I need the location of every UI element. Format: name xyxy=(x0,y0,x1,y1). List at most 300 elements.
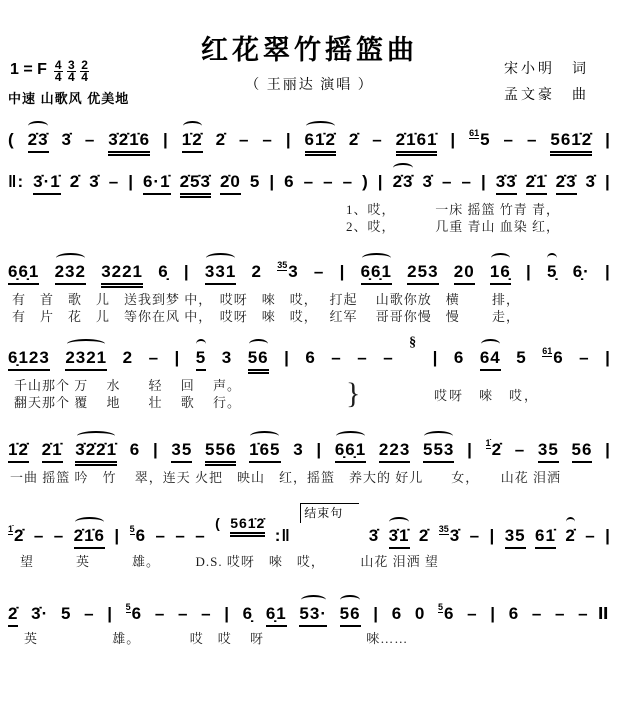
note xyxy=(505,526,526,549)
note xyxy=(299,604,327,627)
music-line-1 xyxy=(8,112,611,156)
lyric-row: 有 片 花 儿 等你在风 中， 哎呀 唻 哎， 红军 哥哥你慢 慢 走， xyxy=(12,309,521,324)
note xyxy=(305,130,336,156)
note-text: 3 xyxy=(221,348,233,367)
note-text: 61̇ xyxy=(535,526,556,549)
barline xyxy=(114,526,120,546)
note-text: ( xyxy=(8,130,15,149)
note xyxy=(74,526,105,549)
note xyxy=(509,604,519,624)
note xyxy=(304,172,314,192)
note-text: 56 xyxy=(340,604,361,627)
note-text: 5 xyxy=(60,604,72,623)
note xyxy=(130,440,140,460)
note xyxy=(372,130,382,150)
note-text: 3̇·1̇ xyxy=(33,172,61,195)
note-text: 3̇1̇ xyxy=(389,526,410,549)
note-text: | xyxy=(224,604,230,623)
note xyxy=(361,262,392,285)
grace-note: 35 xyxy=(438,524,449,534)
note xyxy=(143,172,171,195)
note-text: 6 xyxy=(131,604,143,623)
note-text: 2̇ xyxy=(14,526,25,545)
note-text: 2̇1̇ xyxy=(42,440,63,463)
lyric-row: 一曲 摇篮 吟 竹 翠，连天 火把 映山 红，摇篮 养大的 好儿 女， 山花 泪洒 xyxy=(10,470,562,485)
note xyxy=(538,440,559,463)
note xyxy=(155,526,165,546)
note-text: 3̇ xyxy=(61,130,72,149)
note-text: – xyxy=(461,172,472,191)
grace-note: 1̇ xyxy=(485,438,491,448)
note-text: | xyxy=(285,130,292,149)
lyrics-block xyxy=(14,377,611,411)
note xyxy=(573,262,590,282)
ending-phrase-label xyxy=(300,503,359,523)
note xyxy=(335,440,366,463)
note xyxy=(515,440,525,460)
note-text: 6 xyxy=(135,526,147,545)
note xyxy=(130,524,146,546)
lyric-row: 千山那个 万 水 轻 回 声。 xyxy=(14,378,242,393)
note xyxy=(565,526,575,546)
note-text: 35 xyxy=(538,440,559,463)
note xyxy=(158,262,168,282)
note-text: | xyxy=(489,526,496,545)
note xyxy=(55,262,86,285)
note-text: 35 xyxy=(171,440,192,463)
barline xyxy=(378,172,384,192)
note-text: 5 xyxy=(516,348,527,367)
grace-note: 61 xyxy=(469,128,480,138)
note xyxy=(205,440,236,466)
notation-row xyxy=(8,422,611,466)
note xyxy=(496,172,517,195)
note xyxy=(277,260,298,282)
note-text: – xyxy=(441,172,453,191)
note-text: – xyxy=(177,604,189,623)
note xyxy=(175,526,185,546)
verse-brace: } xyxy=(346,377,362,410)
note-text: 2̇3̇ xyxy=(556,172,577,195)
note xyxy=(454,262,475,285)
note xyxy=(284,172,294,192)
note-text: | xyxy=(605,172,611,191)
key-signature xyxy=(10,56,89,83)
note xyxy=(149,348,159,368)
key-label: 1 = F xyxy=(10,60,47,78)
note xyxy=(578,604,588,624)
performer-line: （ 王丽达 演唱 ） xyxy=(245,78,374,93)
note-text: 6̣6̣1 xyxy=(361,262,392,285)
note-text: 56 xyxy=(572,440,593,463)
note-text: 6 xyxy=(508,604,520,623)
time-signature-digit: 3 xyxy=(68,58,75,72)
note xyxy=(42,440,63,463)
note xyxy=(396,130,438,156)
note-text: 53· xyxy=(299,604,327,627)
note xyxy=(469,128,490,150)
lyric-row: 有 首 歌 儿 送我到梦 中， 哎呀 唻 哎， 打起 山歌你放 横 排， xyxy=(12,292,521,307)
note-text: – xyxy=(503,130,515,149)
barline xyxy=(284,348,290,368)
note-text: 2̇1̇ xyxy=(526,172,547,195)
note xyxy=(532,604,542,624)
note-text: – xyxy=(175,526,186,545)
note-text: 64 xyxy=(480,348,501,371)
note-text: | xyxy=(163,130,169,149)
note-text: – xyxy=(526,130,538,149)
note-text: 3̇· xyxy=(31,604,49,623)
note-text: – xyxy=(514,440,526,459)
note xyxy=(252,262,262,282)
note xyxy=(439,524,460,546)
note xyxy=(171,440,192,463)
note-text: 3̇2̇2̇1̇ xyxy=(75,440,117,466)
note-text: 6 xyxy=(284,172,295,191)
note xyxy=(266,604,287,627)
barline xyxy=(605,440,611,460)
note-text: 3̇ xyxy=(422,172,433,191)
notation-row xyxy=(8,586,611,627)
note-text: – xyxy=(323,172,334,191)
note xyxy=(243,604,253,624)
note xyxy=(586,172,596,192)
time-signature-digit: 2 xyxy=(81,58,88,72)
note-text: 5 xyxy=(196,348,206,371)
note xyxy=(369,526,379,546)
barline xyxy=(153,440,159,460)
note-text: 6̣123 xyxy=(8,348,50,371)
note-text: 2̇ xyxy=(491,440,503,459)
note xyxy=(535,526,556,549)
note-text: – xyxy=(554,604,566,623)
barline xyxy=(340,262,346,282)
note xyxy=(222,348,232,368)
note xyxy=(8,348,50,371)
note xyxy=(178,604,188,624)
note xyxy=(547,262,557,282)
note-text: 6 xyxy=(305,348,316,367)
note-text: | xyxy=(339,262,346,281)
note-text: – xyxy=(239,130,250,149)
note-text: 561̇2̇ xyxy=(550,130,592,156)
note-text: | xyxy=(128,172,134,191)
lyrics-block xyxy=(346,201,611,235)
note-text: – xyxy=(357,348,368,367)
note xyxy=(442,172,452,192)
lyrics-block xyxy=(10,469,611,486)
note-text: – xyxy=(469,526,481,545)
note-text: 2̇5̇3̇ xyxy=(180,172,211,198)
note-text: 2 xyxy=(122,348,134,367)
note-text: – xyxy=(33,526,45,545)
note xyxy=(314,262,324,282)
note-text: 3 xyxy=(288,262,299,281)
notation-row xyxy=(8,244,611,288)
note-text: 1̇2̇ xyxy=(182,130,203,153)
time-signature xyxy=(67,60,76,83)
note-text: – xyxy=(585,526,596,545)
note xyxy=(392,604,402,624)
note xyxy=(205,262,236,285)
note xyxy=(65,348,107,371)
note xyxy=(126,602,142,624)
note-text: – xyxy=(84,130,96,149)
note xyxy=(70,172,80,192)
composer-credit: 孟文豪 曲 xyxy=(504,88,589,103)
barline xyxy=(605,526,611,546)
repeat-sign xyxy=(8,172,24,192)
note xyxy=(550,130,592,156)
time-signatures xyxy=(54,56,89,83)
note-text: 232 xyxy=(55,262,86,285)
note xyxy=(123,348,133,368)
note-text: 2̇ xyxy=(69,172,81,191)
note xyxy=(305,348,315,368)
note-text: – xyxy=(53,526,65,545)
note-text: 5̣ xyxy=(547,262,558,281)
note xyxy=(33,172,61,195)
note-text: 2̇ xyxy=(565,526,576,545)
note-text: 6 xyxy=(553,348,564,367)
music-line-2 xyxy=(8,156,611,235)
note xyxy=(349,130,359,150)
note xyxy=(393,172,414,192)
note-text: ‖: xyxy=(8,172,25,191)
note-text: § xyxy=(409,335,418,350)
note xyxy=(516,348,526,368)
note-text: 2̇ xyxy=(8,604,18,627)
barline xyxy=(467,440,473,460)
note xyxy=(407,262,438,285)
note xyxy=(248,348,269,374)
note-text: 6̣6̣1 xyxy=(8,262,39,285)
note-text: 6 xyxy=(453,348,465,367)
note xyxy=(490,262,511,285)
time-signature-digit: 4 xyxy=(68,70,75,84)
note-text: 56 xyxy=(248,348,269,374)
lyric-row: 英 雄。 哎 哎 呀 唻…… xyxy=(24,631,409,646)
note-text: | xyxy=(107,604,113,623)
note-text: 16̣ xyxy=(490,262,511,285)
note-text: – xyxy=(195,526,206,545)
note xyxy=(61,130,71,150)
note-text: 1̇2̇ xyxy=(8,440,29,463)
note-text: 2̇ xyxy=(418,526,430,545)
note-text: :‖ xyxy=(274,526,291,545)
note xyxy=(239,130,249,150)
note xyxy=(89,172,99,192)
note-text: 5 xyxy=(249,172,261,191)
shared-lyric: 哎呀 唻 哎， xyxy=(434,388,540,403)
lyrics-block xyxy=(24,630,611,647)
lyric-row: 翻天那个 覆 地 壮 歌 行。 xyxy=(14,395,242,410)
note-text: 3̇2̇1̇6 xyxy=(108,130,150,156)
note xyxy=(182,130,203,153)
note-text: 5 xyxy=(480,130,491,149)
note xyxy=(556,172,577,195)
note-text: | xyxy=(152,440,159,459)
barline xyxy=(107,604,113,624)
pickup-notes xyxy=(230,515,265,537)
barline xyxy=(175,348,181,368)
note xyxy=(84,604,94,624)
note-text: – xyxy=(383,348,394,367)
note xyxy=(423,440,454,463)
note xyxy=(486,438,502,460)
barline xyxy=(481,172,487,192)
note xyxy=(415,604,425,624)
note-text: 3 xyxy=(293,440,304,459)
note-text: 2̇ xyxy=(348,130,360,149)
note-text: ‖ xyxy=(597,604,611,623)
note xyxy=(585,526,595,546)
note xyxy=(357,348,367,368)
note-text: 223 xyxy=(379,440,410,463)
note-text: 6 xyxy=(391,604,403,623)
note xyxy=(61,604,71,624)
note xyxy=(383,348,393,368)
note-text: 2̇3̇ xyxy=(392,172,414,191)
note-text: – xyxy=(201,604,212,623)
note-text: 2̇3̇ xyxy=(28,130,49,153)
note xyxy=(108,130,150,156)
note xyxy=(31,604,48,624)
note xyxy=(201,604,211,624)
grace-note: 5 xyxy=(125,602,131,612)
note xyxy=(28,130,49,153)
barline xyxy=(286,130,292,150)
note-text: 0 xyxy=(414,604,426,623)
note xyxy=(480,348,501,371)
note-text: – xyxy=(148,348,160,367)
note-text: | xyxy=(605,348,611,367)
notation-row xyxy=(8,498,611,550)
note-text: ( xyxy=(215,515,221,531)
note xyxy=(389,526,410,549)
note-text: | xyxy=(526,262,532,281)
barline xyxy=(490,604,496,624)
note-text: ) xyxy=(362,172,369,191)
note-text: | xyxy=(373,604,380,623)
barline xyxy=(526,262,532,282)
parenthesis xyxy=(215,515,221,531)
note xyxy=(470,526,480,546)
note-text: | xyxy=(316,440,323,459)
note xyxy=(331,348,341,368)
time-signature xyxy=(54,60,63,83)
barline xyxy=(269,172,275,192)
lyricist-credit: 宋小明 词 xyxy=(504,62,589,77)
note-text: 2321 xyxy=(65,348,107,371)
barline xyxy=(605,172,611,192)
lyric-row: 望 英 雄。 D.S. 哎呀 唻 哎， 山花 泪洒 望 xyxy=(20,554,439,569)
note-text: – xyxy=(531,604,543,623)
note xyxy=(454,348,464,368)
note xyxy=(419,526,429,546)
note xyxy=(8,440,29,463)
note xyxy=(195,526,205,546)
note-text: 61̇2̇ xyxy=(305,130,336,156)
note xyxy=(109,172,119,192)
note-text: – xyxy=(262,130,273,149)
note-text: | xyxy=(284,348,290,367)
grace-note: 35 xyxy=(277,260,288,270)
note-text: 331 xyxy=(205,262,236,285)
note-text: | xyxy=(174,348,181,367)
note xyxy=(54,526,64,546)
note-text: 3̇ xyxy=(89,172,100,191)
note-text: – xyxy=(342,172,354,191)
note-text: 6·1̇ xyxy=(143,172,171,195)
final-barline xyxy=(597,604,610,624)
grace-note: 1̇ xyxy=(8,524,14,534)
note-text: | xyxy=(183,262,190,281)
barline xyxy=(316,440,322,460)
note-text: 2̇1̇61̇ xyxy=(396,130,438,156)
note-text: 6̣1 xyxy=(266,604,287,627)
note xyxy=(379,440,410,463)
note xyxy=(340,604,361,627)
parenthesis xyxy=(8,130,15,150)
barline xyxy=(163,130,169,150)
note xyxy=(461,172,471,192)
note-text: 6̣ xyxy=(242,604,254,623)
note xyxy=(34,526,44,546)
note-text: | xyxy=(605,440,611,459)
note-text: | xyxy=(605,526,611,545)
note-text: | xyxy=(450,130,457,149)
time-signature-digit: 4 xyxy=(54,58,62,72)
segno-icon xyxy=(409,335,417,351)
note xyxy=(196,348,206,371)
music-line-6 xyxy=(8,498,611,570)
lyrics-block xyxy=(12,291,611,325)
barline xyxy=(224,604,230,624)
note-text: | xyxy=(269,172,276,191)
note-text: – xyxy=(303,172,315,191)
note xyxy=(526,172,547,195)
note xyxy=(101,262,143,288)
note-text: 6̣· xyxy=(572,262,590,281)
note xyxy=(155,604,165,624)
note xyxy=(262,130,272,150)
parenthesis xyxy=(362,172,369,192)
note-text: 6 xyxy=(443,604,455,623)
lyric-row: 1、哎， 一床 摇篮 竹青 青， xyxy=(346,202,561,217)
note-text: 35 xyxy=(505,526,526,549)
note-text: – xyxy=(579,348,590,367)
notation-row xyxy=(8,156,611,198)
note-text: 6̣6̣1 xyxy=(335,440,366,463)
time-signature-digit: 4 xyxy=(81,70,88,84)
note-text: 561̇2̇ xyxy=(230,515,265,537)
note-text: | xyxy=(114,526,121,545)
note xyxy=(8,604,18,627)
music-line-4 xyxy=(8,330,611,411)
grace-note: 61 xyxy=(542,346,553,356)
note xyxy=(250,172,260,192)
lyrics-block xyxy=(20,553,611,570)
music-line-7 xyxy=(8,586,611,647)
barline xyxy=(605,348,611,368)
note xyxy=(216,130,226,150)
note-text: | xyxy=(605,262,611,281)
note-text: 结束句 xyxy=(304,506,344,520)
note xyxy=(249,440,280,463)
note-text: – xyxy=(578,604,589,623)
note xyxy=(555,604,565,624)
